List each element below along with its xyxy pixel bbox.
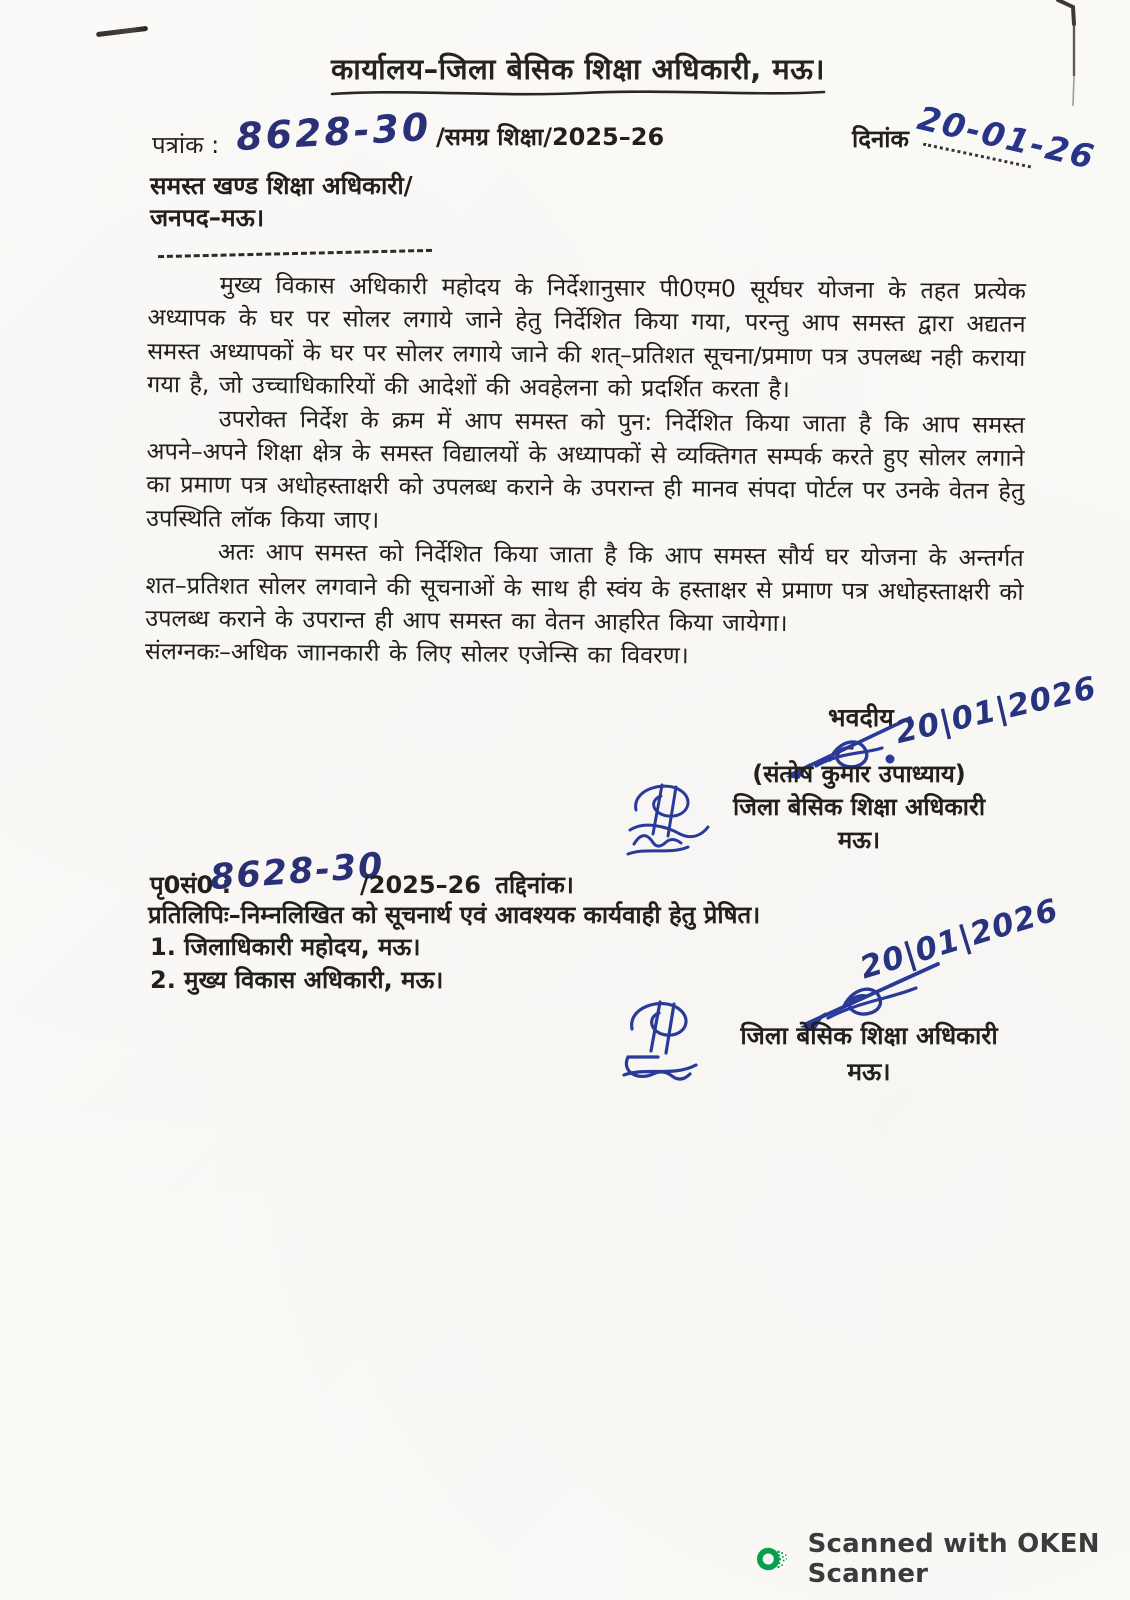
body-paragraph-2: उपरोक्त निर्देश के क्रम में आप समस्त को पुन: निर्देशित किया जाता है कि आप समस्त अपने–अपने शिक्षा क्षेत्र के समस्त विद्यालयों के अध्यापकों से व्यक्तिगत सम्पर्क करते हुए सोलर लगाने का प्रमाण पत्र अधोहस्ताक्षरी को उपलब्ध कराने के उपरान्त ही मानव संपदा पोर्टल पर उनके वेतन हेतु उपस्थिति लॉक किया जाए। (145, 404, 1025, 534)
scanner-watermark-text: Scanned with OKEN Scanner (807, 1529, 1100, 1589)
pen-mark-artifact (96, 26, 148, 37)
signature1-date-handwritten: 20|01|2026 (892, 669, 1101, 752)
copy-recipient-1: 1. जिलाधिकारी महोदय, मऊ। (150, 933, 421, 961)
initials-stamp2-icon (616, 995, 714, 1083)
letterhead (318, 52, 838, 99)
endorsement-ref-row (148, 845, 848, 904)
endorsement-ref-suffix: /2025–26 तद्दिनांक। (360, 871, 574, 899)
signatory-block (728, 758, 990, 857)
title-underline (328, 87, 828, 99)
signatory2-designation: जिला बेसिक शिक्षा अधिकारी (740, 1021, 998, 1050)
endorsement-ref-handwritten: 8628-30 (208, 845, 386, 899)
signatory-place: मऊ। (837, 826, 881, 854)
closing-word: भवदीय (828, 703, 894, 732)
addressee-line1: समस्त खण्ड शिक्षा अधिकारी/ (150, 171, 413, 200)
dashed-separator (158, 249, 432, 258)
page-edge-artifact (1038, 0, 1108, 128)
signatory2-place: मऊ। (847, 1057, 891, 1086)
letter-no-label: पत्रांक : (152, 131, 220, 159)
body-paragraph-3: अतः आप समस्त को निर्देशित किया जाता है कि आप समस्त सौर्य घर योजना के अन्तर्गत शत–प्रतिशत सोलर लगवाने की सूचनाओं के साथ ही स्वंय के हस्ताक्षर से प्रमाण पत्र अधोहस्ताक्षरी को उपलब्ध कराने के उपरान्त ही आप समस्त का वेतन आहरित किया जायेगा। (145, 537, 1024, 638)
signature2-date-handwritten: 20|01|2026 (856, 892, 1063, 987)
date-label: दिनांक (852, 125, 909, 153)
signatory2-block (738, 1018, 1000, 1090)
office-title: कार्यालय–जिला बेसिक शिक्षा अधिकारी, मऊ। (331, 52, 825, 86)
signatory-designation: जिला बेसिक शिक्षा अधिकारी (732, 793, 986, 821)
reference-row (0, 98, 1130, 177)
copy-recipient-2: 2. मुख्य विकास अधिकारी, मऊ। (150, 966, 444, 994)
copy-note: प्रतिलिपिः–निम्नलिखित को सूचनार्थ एवं आवश्यक कार्यवाही हेतु प्रेषित। (148, 901, 761, 929)
scanner-watermark (756, 1529, 1130, 1589)
scheme-text: /समग्र शिक्षा/2025–26 (436, 123, 665, 151)
endorsement-ref-label: पृ0सं0 : (150, 871, 232, 899)
addressee-line2: जनपद–मऊ। (150, 203, 265, 232)
attachment-line: संलग्नकः–अधिक जाानकारी के लिए सोलर एजेन्सि का विवरण। (144, 637, 689, 670)
initials-stamp-icon (622, 778, 714, 860)
oken-logo-icon (756, 1540, 790, 1578)
addressee-block (150, 170, 413, 234)
signatory-name: (संतोष कुमार उपाध्याय) (752, 760, 966, 788)
body-paragraph-1: मुख्य विकास अधिकारी महोदय के निर्देशानुसार पी0एम0 सूर्यघर योजना के तहत प्रत्येक अध्यापक के घर पर सोलर लगाये जाने हेतु निर्देशित किया गया, परन्तु आप समस्त द्वारा अद्यतन समस्त अध्यापकों के घर पर सोलर लगाये जाने की शत्–प्रतिशत सूचना/प्रमाण पत्र उपलब्ध नही कराया गया है, जो उच्चाधिकारियों की आदेशों की अवहेलना को प्रदर्शित करता है। (146, 270, 1026, 404)
letter-body (145, 268, 1026, 676)
letter-no-handwritten: 8628-30 (234, 104, 433, 160)
date-handwritten: 20-01-26 (913, 98, 1100, 177)
